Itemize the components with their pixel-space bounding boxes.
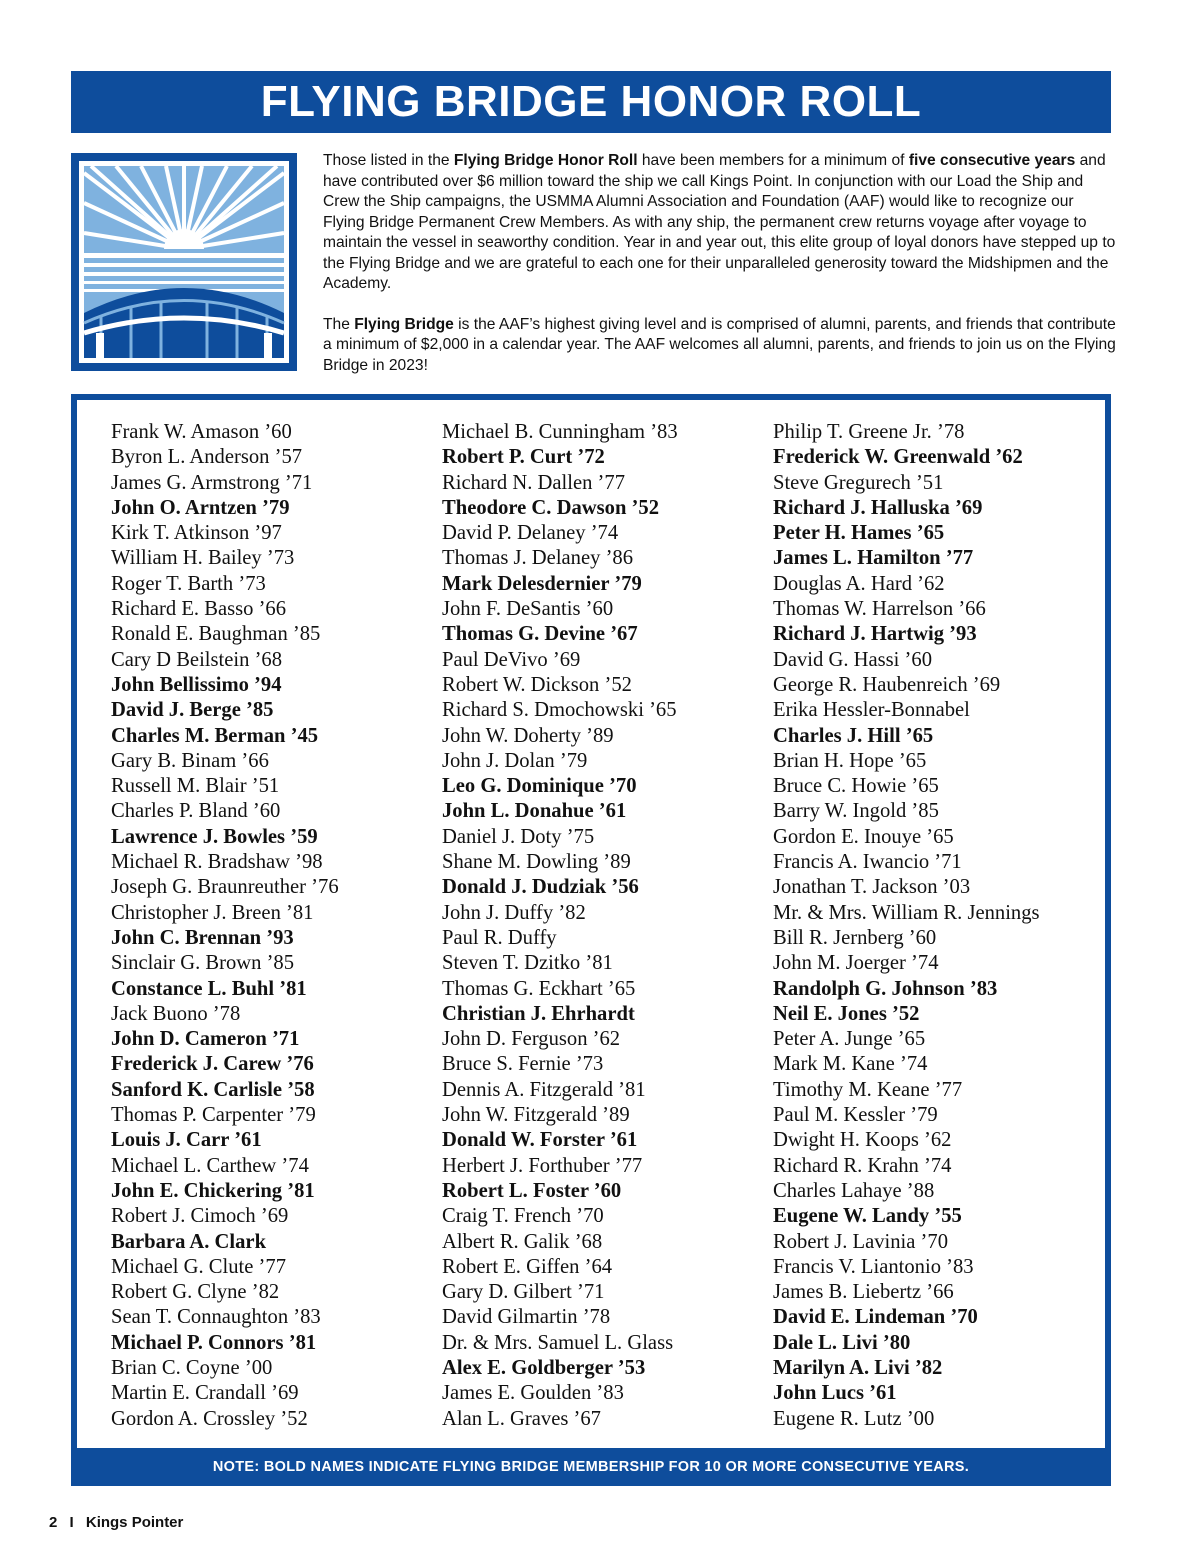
honor-roll-name: Mr. & Mrs. William R. Jennings	[773, 901, 1040, 924]
honor-roll-name: Constance L. Buhl ’81	[111, 977, 307, 1000]
intro-text-run: Those listed in the	[323, 152, 454, 169]
honor-roll-name: Timothy M. Keane ’77	[773, 1078, 963, 1101]
honor-roll-name: Richard E. Basso ’66	[111, 598, 287, 621]
honor-roll-name: John M. Joerger ’74	[773, 952, 939, 975]
honor-roll-name: Alex E. Goldberger ’53	[442, 1356, 646, 1379]
honor-roll-name: Sean T. Connaughton ’83	[111, 1306, 321, 1329]
honor-roll-name: James L. Hamilton ’77	[773, 547, 974, 570]
intro-text-run: have been members for a minimum of	[637, 152, 909, 169]
honor-roll-name: Donald W. Forster ’61	[442, 1129, 638, 1152]
honor-roll-name: James E. Goulden ’83	[442, 1382, 624, 1405]
intro-text-run: five consecutive years	[908, 152, 1076, 169]
honor-roll-name: Leo G. Dominique ’70	[442, 775, 637, 798]
honor-roll-name: Francis V. Liantonio ’83	[773, 1255, 974, 1278]
honor-roll-name: Kirk T. Atkinson ’97	[111, 522, 282, 545]
honor-roll-name: Donald J. Dudziak ’56	[442, 876, 639, 899]
honor-roll-name: Craig T. French ’70	[442, 1205, 604, 1228]
honor-roll-name: Shane M. Dowling ’89	[442, 851, 631, 874]
honor-roll-name: Bill R. Jernberg ’60	[773, 926, 937, 949]
footer-separator: I	[69, 1514, 74, 1531]
honor-roll-name: Dennis A. Fitzgerald ’81	[442, 1078, 646, 1101]
sunrise-bridge-icon	[71, 153, 297, 371]
honor-roll-name: James B. Liebertz ’66	[773, 1281, 954, 1304]
honor-roll-name: Daniel J. Doty ’75	[442, 825, 595, 848]
honor-roll-name: Peter H. Hames ’65	[773, 522, 945, 545]
honor-roll-name: Michael B. Cunningham ’83	[442, 421, 678, 443]
honor-roll-name: Brian C. Coyne ’00	[111, 1356, 273, 1379]
honor-roll-name: Randolph G. Johnson ’83	[773, 977, 998, 1000]
honor-roll-name: David G. Hassi ’60	[773, 648, 933, 671]
honor-roll-name: Roger T. Barth ’73	[111, 572, 266, 595]
honor-roll-name: George R. Haubenreich ’69	[773, 673, 1001, 696]
page-title: FLYING BRIDGE HONOR ROLL	[71, 71, 1111, 133]
page-number: 2	[49, 1514, 58, 1531]
honor-roll-name: Byron L. Anderson ’57	[111, 446, 303, 469]
honor-roll-name: John F. DeSantis ’60	[442, 598, 614, 621]
honor-roll-name: Robert L. Foster ’60	[442, 1179, 622, 1202]
honor-roll-name: Dr. & Mrs. Samuel L. Glass	[442, 1331, 674, 1354]
honor-roll-name: Robert P. Curt ’72	[442, 446, 605, 469]
honor-roll-name: Marilyn A. Livi ’82	[773, 1356, 943, 1379]
intro-paragraph-1	[323, 151, 1118, 295]
page-footer	[49, 1514, 191, 1531]
honor-roll-name: Theodore C. Dawson ’52	[442, 496, 660, 519]
honor-roll-name: Charles Lahaye ’88	[773, 1179, 935, 1202]
honor-roll-name: Francis A. Iwancio ’71	[773, 851, 962, 874]
honor-roll-name: Jack Buono ’78	[111, 1002, 241, 1025]
honor-roll-name: John O. Arntzen ’79	[111, 496, 290, 519]
honor-roll-name: Michael G. Clute ’77	[111, 1255, 287, 1278]
intro-text-run: is the AAF’s highest giving level and is comprised of alumni, parents, and friends that contribute a minimum of $2,000 in a calendar year. The AAF welcomes all alumni, parents, and friends to join us on the Flying Bridge in 2023!	[323, 315, 1116, 374]
honor-roll-name: Barry W. Ingold ’85	[773, 800, 939, 823]
honor-roll-name: Barbara A. Clark	[111, 1230, 267, 1253]
honor-roll-name: Paul R. Duffy	[442, 926, 557, 949]
honor-roll-name: John D. Cameron ’71	[111, 1028, 300, 1051]
honor-roll-name: David P. Delaney ’74	[442, 522, 619, 545]
honor-roll-name: David Gilmartin ’78	[442, 1306, 611, 1329]
honor-roll-name: Michael P. Connors ’81	[111, 1331, 317, 1354]
honor-roll-column-3	[773, 420, 1040, 1432]
honor-roll-name: Brian H. Hope ’65	[773, 749, 927, 772]
honor-roll-name: Paul M. Kessler ’79	[773, 1104, 938, 1127]
honor-roll-list	[77, 400, 1105, 1448]
honor-roll-name: Thomas G. Eckhart ’65	[442, 977, 636, 1000]
honor-roll-name: Robert J. Lavinia ’70	[773, 1230, 949, 1253]
honor-roll-name: Thomas J. Delaney ’86	[442, 547, 634, 570]
honor-roll-name: Robert E. Giffen ’64	[442, 1255, 613, 1278]
honor-roll-name: Christian J. Ehrhardt	[442, 1002, 635, 1025]
honor-roll-name: Richard N. Dallen ’77	[442, 471, 626, 494]
honor-roll-name: Frank W. Amason ’60	[111, 421, 292, 443]
honor-roll-name: Robert J. Cimoch ’69	[111, 1205, 289, 1228]
honor-roll-name: Alan L. Graves ’67	[442, 1407, 601, 1430]
honor-roll-name: Philip T. Greene Jr. ’78	[773, 421, 965, 443]
honor-roll-name: Eugene R. Lutz ’00	[773, 1407, 935, 1430]
honor-roll-name: Thomas P. Carpenter ’79	[111, 1104, 316, 1127]
honor-roll-name: Robert W. Dickson ’52	[442, 673, 632, 696]
intro-text-run: The	[323, 315, 355, 333]
honor-roll-name: Paul DeVivo ’69	[442, 648, 581, 671]
honor-roll-name: John C. Brennan ’93	[111, 926, 294, 949]
honor-roll-name: Louis J. Carr ’61	[111, 1129, 262, 1152]
honor-roll-name: John J. Duffy ’82	[442, 901, 586, 924]
honor-roll-name: Steven T. Dzitko ’81	[442, 952, 613, 975]
honor-roll-name: Lawrence J. Bowles ’59	[111, 825, 318, 848]
honor-roll-name: Gary D. Gilbert ’71	[442, 1281, 605, 1304]
honor-roll-name: Steve Gregurech ’51	[773, 471, 944, 494]
honor-roll-name: Dale L. Livi ’80	[773, 1331, 911, 1354]
honor-roll-name: James G. Armstrong ’71	[111, 471, 313, 494]
honor-roll-name: Peter A. Junge ’65	[773, 1028, 926, 1051]
honor-roll-name: Sinclair G. Brown ’85	[111, 952, 295, 975]
honor-roll-name: Richard J. Halluska ’69	[773, 496, 983, 519]
honor-roll-name: John Lucs ’61	[773, 1382, 897, 1405]
honor-roll-name: Mark M. Kane ’74	[773, 1053, 928, 1076]
publication-name: Kings Pointer	[85, 1514, 184, 1531]
honor-roll-name: John W. Fitzgerald ’89	[442, 1104, 630, 1127]
honor-roll-name: Erika Hessler-Bonnabel	[773, 699, 970, 722]
intro-paragraph-2	[323, 315, 1118, 377]
honor-roll-name: John W. Doherty ’89	[442, 724, 614, 747]
honor-roll-name: Bruce S. Fernie ’73	[442, 1053, 604, 1076]
honor-roll-name: Albert R. Galik ’68	[442, 1230, 603, 1253]
honor-roll-name: Bruce C. Howie ’65	[773, 775, 939, 798]
honor-roll-name: Richard S. Dmochowski ’65	[442, 699, 677, 722]
honor-roll-name: David J. Berge ’85	[111, 699, 274, 722]
honor-roll-name: John J. Dolan ’79	[442, 749, 588, 772]
honor-roll-name: Frederick W. Greenwald ’62	[773, 446, 1023, 469]
honor-roll-name: Russell M. Blair ’51	[111, 775, 280, 798]
intro-text-run: Flying Bridge	[354, 315, 454, 333]
intro-text	[323, 151, 1118, 396]
honor-roll-name: David E. Lindeman ’70	[773, 1306, 978, 1329]
honor-roll-name: Robert G. Clyne ’82	[111, 1281, 280, 1304]
honor-roll-name: Neil E. Jones ’52	[773, 1002, 920, 1025]
flying-bridge-logo	[71, 153, 297, 371]
bold-names-note: NOTE: BOLD NAMES INDICATE FLYING BRIDGE MEMBERSHIP FOR 10 OR MORE CONSECUTIVE YEARS.	[212, 1459, 970, 1475]
honor-roll-name: Charles M. Berman ’45	[111, 724, 319, 747]
honor-roll-name: Frederick J. Carew ’76	[111, 1053, 314, 1076]
honor-roll-name: Christopher J. Breen ’81	[111, 901, 314, 924]
honor-roll-column-1	[111, 420, 339, 1432]
honor-roll-name: Herbert J. Forthuber ’77	[442, 1154, 643, 1177]
honor-roll-name: Thomas W. Harrelson ’66	[773, 598, 986, 621]
honor-roll-name: Joseph G. Braunreuther ’76	[111, 876, 339, 899]
honor-roll-name: Dwight H. Koops ’62	[773, 1129, 952, 1152]
honor-roll-box	[71, 394, 1111, 1486]
intro-text-run: Flying Bridge Honor Roll	[453, 152, 638, 169]
honor-roll-name: Michael R. Bradshaw ’98	[111, 851, 323, 874]
honor-roll-column-2	[442, 420, 678, 1432]
honor-roll-name: Gary B. Binam ’66	[111, 749, 269, 772]
honor-roll-name: Michael L. Carthew ’74	[111, 1154, 309, 1177]
honor-roll-name: Sanford K. Carlisle ’58	[111, 1078, 315, 1101]
honor-roll-name: Douglas A. Hard ’62	[773, 572, 945, 595]
honor-roll-name: Gordon E. Inouye ’65	[773, 825, 954, 848]
honor-roll-name: John Bellissimo ’94	[111, 673, 282, 696]
honor-roll-name: Richard J. Hartwig ’93	[773, 623, 977, 646]
honor-roll-name: John E. Chickering ’81	[111, 1179, 315, 1202]
honor-roll-name: Charles J. Hill ’65	[773, 724, 934, 747]
intro-text-run: and have contributed over $6 million toward the ship we call Kings Point. In conjunction with our Load the Ship and Crew the Ship campaigns, the USMMA Alumni Association and Foundation (AAF) would like to recognize our Flying Bridge Permanent Crew Members. As with any ship, the permanent crew returns voyage after voyage to maintain the vessel in seaworthy condition. Year in and year out, this elite group of loyal donors have stepped up to the Flying Bridge and we are grateful to each one for their unparalleled generosity toward the Midshipmen and the Academy.	[323, 152, 1116, 292]
honor-roll-name: John L. Donahue ’61	[442, 800, 627, 823]
honor-roll-name: Ronald E. Baughman ’85	[111, 623, 321, 646]
honor-roll-name: Mark Delesdernier ’79	[442, 572, 642, 595]
honor-roll-name: Eugene W. Landy ’55	[773, 1205, 962, 1228]
honor-roll-name: Thomas G. Devine ’67	[442, 623, 638, 646]
honor-roll-name: Charles P. Bland ’60	[111, 800, 281, 823]
honor-roll-name: John D. Ferguson ’62	[442, 1028, 621, 1051]
honor-roll-name: William H. Bailey ’73	[111, 547, 295, 570]
honor-roll-name: Richard R. Krahn ’74	[773, 1154, 952, 1177]
honor-roll-name: Gordon A. Crossley ’52	[111, 1407, 308, 1430]
honor-roll-name: Cary D Beilstein ’68	[111, 648, 283, 671]
honor-roll-name: Jonathan T. Jackson ’03	[773, 876, 971, 899]
honor-roll-name: Martin E. Crandall ’69	[111, 1382, 299, 1405]
